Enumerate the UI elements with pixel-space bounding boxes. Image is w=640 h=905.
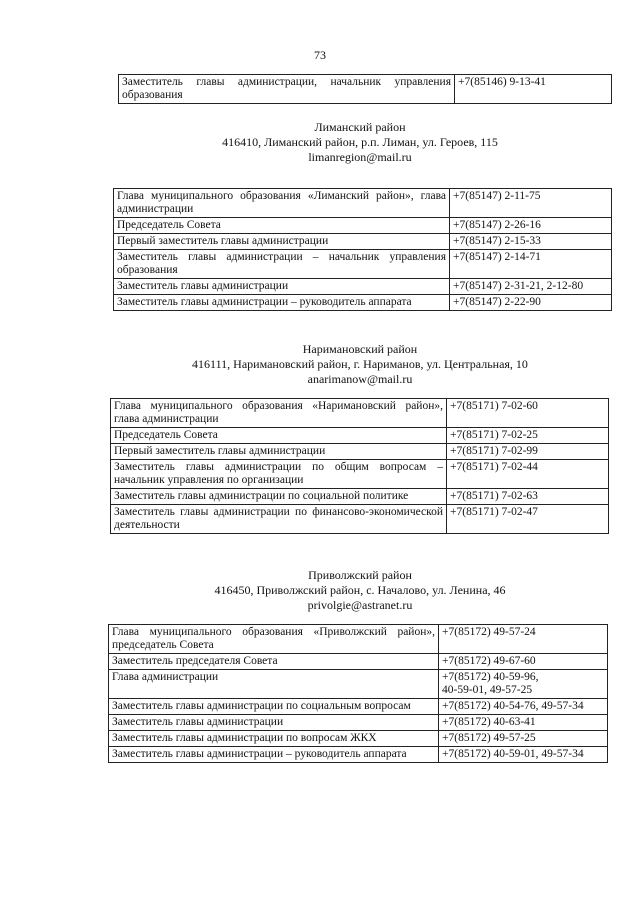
phone-number	[450, 279, 612, 295]
official-position: Заместитель главы администрации, начальник управления образования	[119, 75, 455, 104]
table-row	[109, 670, 608, 699]
table-row	[114, 234, 612, 250]
phone-number	[447, 505, 609, 534]
official-position: Председатель Совета	[114, 218, 450, 234]
official-position: Заместитель главы администрации	[109, 715, 439, 731]
phone-number	[450, 234, 612, 250]
district-header-liman	[110, 120, 610, 165]
phone-number	[450, 250, 612, 279]
district-address: 416450, Приволжский район, с. Началово, ул. Ленина, 46	[214, 583, 506, 597]
official-position: Заместитель председателя Совета	[109, 654, 439, 670]
page-number: 73	[314, 48, 326, 62]
phone-line: +7(85172) 49-57-24	[442, 626, 536, 638]
phone-number	[439, 715, 608, 731]
phone-line: +7(85147) 2-14-71	[453, 251, 541, 263]
official-position: Глава администрации	[109, 670, 439, 699]
district-header-narimanov	[110, 342, 610, 387]
contacts-table-liman	[113, 188, 612, 311]
phone-number	[439, 625, 608, 654]
table-row	[109, 747, 608, 763]
table-row	[111, 505, 609, 534]
district-email: limanregion@mail.ru	[308, 150, 412, 164]
phone-line: +7(85171) 7-02-99	[450, 445, 538, 457]
table-row	[114, 250, 612, 279]
phone-line: +7(85172) 40-54-76, 49-57-34	[442, 700, 584, 712]
phone-line: +7(85147) 2-26-16	[453, 219, 541, 231]
table-row	[109, 715, 608, 731]
phone-line: +7(85172) 49-57-25	[442, 732, 536, 744]
official-position: Первый заместитель главы администрации	[114, 234, 450, 250]
phone-line: +7(85172) 49-67-60	[442, 655, 536, 667]
district-title: Наримановский район	[302, 342, 418, 356]
phone-line: +7(85147) 2-15-33	[453, 235, 541, 247]
phone-line: +7(85171) 7-02-47	[450, 506, 538, 518]
phone-number	[447, 444, 609, 460]
table-row	[114, 189, 612, 218]
phone-number	[455, 75, 612, 104]
phone-line: +7(85147) 2-22-90	[453, 296, 541, 308]
district-email: privolgie@astranet.ru	[307, 598, 413, 612]
official-position: Заместитель главы администрации по вопросам ЖКХ	[109, 731, 439, 747]
phone-line: +7(85146) 9-13-41	[458, 76, 546, 88]
phone-line: +7(85171) 7-02-25	[450, 429, 538, 441]
phone-number	[450, 189, 612, 218]
contacts-table-privolzhsky	[108, 624, 608, 763]
phone-line: +7(85171) 7-02-63	[450, 490, 538, 502]
phone-number	[439, 670, 608, 699]
official-position: Заместитель главы администрации по общим вопросам – начальник управления по организации	[111, 460, 447, 489]
phone-number	[450, 218, 612, 234]
official-position: Заместитель главы администрации – руководитель аппарата	[114, 295, 450, 311]
table-row	[111, 489, 609, 505]
district-address: 416410, Лиманский район, р.п. Лиман, ул. Героев, 115	[222, 135, 498, 149]
contacts-table-narimanov	[110, 398, 609, 534]
phone-number	[450, 295, 612, 311]
official-position: Глава муниципального образования «Лиманский район», глава администрации	[114, 189, 450, 218]
phone-number	[447, 399, 609, 428]
table-row	[119, 75, 612, 104]
table-row	[114, 295, 612, 311]
district-address: 416111, Наримановский район, г. Нариманов, ул. Центральная, 10	[192, 357, 528, 371]
official-position: Заместитель главы администрации по социальной политике	[111, 489, 447, 505]
district-header-privolzhsky	[110, 568, 610, 613]
official-position: Заместитель главы администрации – начальник управления образования	[114, 250, 450, 279]
official-position: Заместитель главы администрации	[114, 279, 450, 295]
official-position: Глава муниципального образования «Наримановский район», глава администрации	[111, 399, 447, 428]
table-row	[114, 218, 612, 234]
table-row	[109, 699, 608, 715]
phone-number	[447, 489, 609, 505]
official-position: Первый заместитель главы администрации	[111, 444, 447, 460]
district-email: anarimanow@mail.ru	[307, 372, 413, 386]
district-title: Приволжский район	[308, 568, 412, 582]
table-row	[114, 279, 612, 295]
official-position: Заместитель главы администрации по финансово-экономической деятельности	[111, 505, 447, 534]
table-row	[111, 399, 609, 428]
phone-number	[447, 460, 609, 489]
phone-line: +7(85172) 40-59-01, 49-57-34	[442, 748, 584, 760]
phone-line: +7(85171) 7-02-44	[450, 461, 538, 473]
phone-number	[439, 654, 608, 670]
phone-line: +7(85172) 40-63-41	[442, 716, 536, 728]
phone-line: +7(85172) 40-59-96,	[442, 671, 539, 683]
official-position: Председатель Совета	[111, 428, 447, 444]
phone-line: +7(85171) 7-02-60	[450, 400, 538, 412]
phone-number	[447, 428, 609, 444]
table-row	[111, 460, 609, 489]
table-row	[109, 731, 608, 747]
phone-number	[439, 731, 608, 747]
table-row	[111, 444, 609, 460]
contacts-table-continued	[118, 74, 612, 104]
phone-number	[439, 699, 608, 715]
table-row	[109, 625, 608, 654]
official-position: Заместитель главы администрации – руководитель аппарата	[109, 747, 439, 763]
phone-line: +7(85147) 2-11-75	[453, 190, 541, 202]
official-position: Глава муниципального образования «Приволжский район», председатель Совета	[109, 625, 439, 654]
district-title: Лиманский район	[314, 120, 406, 134]
phone-line: +7(85147) 2-31-21, 2-12-80	[453, 280, 584, 292]
table-row	[111, 428, 609, 444]
phone-number	[439, 747, 608, 763]
official-position: Заместитель главы администрации по социальным вопросам	[109, 699, 439, 715]
phone-line: 40-59-01, 49-57-25	[442, 684, 533, 696]
table-row	[109, 654, 608, 670]
